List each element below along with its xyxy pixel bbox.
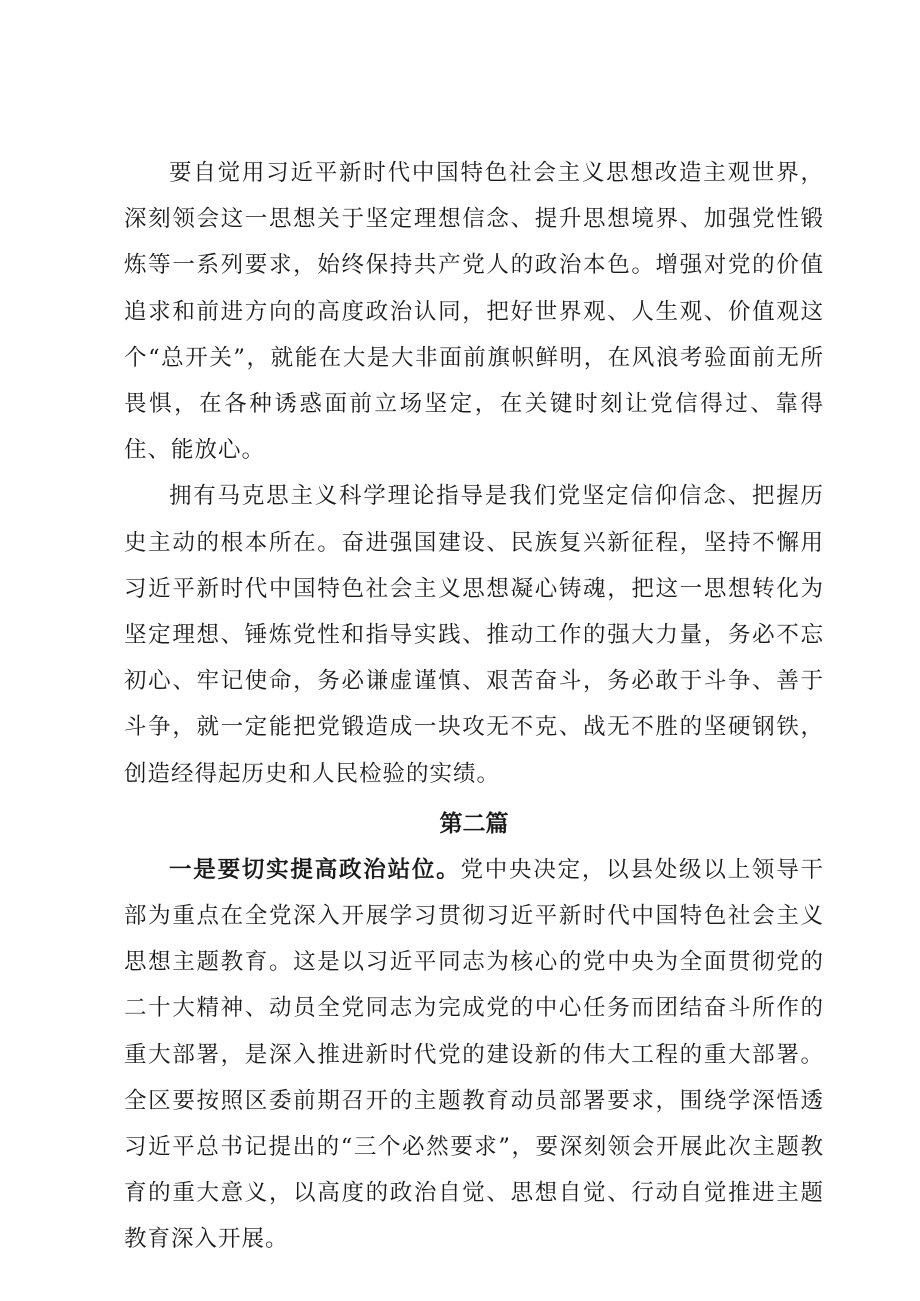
section-paragraph — [124, 847, 824, 1263]
section-heading: 第二篇 — [439, 810, 509, 837]
section-paragraph-lead: 一是要切实提高政治站位。 — [169, 856, 461, 883]
paragraph-1: 要自觉用习近平新时代中国特色社会主义思想改造主观世界，深刻领会这一思想关于坚定理想信念、提升思想境界、加强党性锻炼等一系列要求，始终保持共产党人的政治本色。增强对党的价值追求和前进方向的高度政治认同，把好世界观、人生观、价值观这个“总开关”，就能在大是大非面前旗帜鲜明，在风浪考验面前无所畏惧，在各种诱惑面前立场坚定，在关键时刻让党信得过、靠得住、能放心。 — [124, 160, 824, 464]
document-body — [124, 150, 824, 1263]
section-paragraph-text: 党中央决定，以县处级以上领导干部为重点在全党深入开展学习贯彻习近平新时代中国特色社会主义思想主题教育。这是以习近平同志为核心的党中央为全面贯彻党的二十大精神、动员全党同志为完成党的中心任务而团结奋斗所作的重大部署，是深入推进新时代党的建设新的伟大工程的重大部署。全区要按照区委前期召开的主题教育动员部署要求，围绕学深悟透习近平总书记提出的“三个必然要求”，要深刻领会开展此次主题教育的重大意义，以高度的政治自觉、思想自觉、行动自觉推进主题教育深入开展。 — [124, 856, 824, 1253]
paragraph-2: 拥有马克思主义科学理论指导是我们党坚定信仰信念、把握历史主动的根本所在。奋进强国建设、民族复兴新征程，坚持不懈用习近平新时代中国特色社会主义思想凝心铸魂，把这一思想转化为坚定理想、锤炼党性和指导实践、推动工作的强大力量，务必不忘初心、牢记使命，务必谦虚谨慎、艰苦奋斗，务必敢于斗争、善于斗争，就一定能把党锻造成一块攻无不克、战无不胜的坚硬钢铁，创造经得起历史和人民检验的实绩。 — [124, 483, 824, 787]
